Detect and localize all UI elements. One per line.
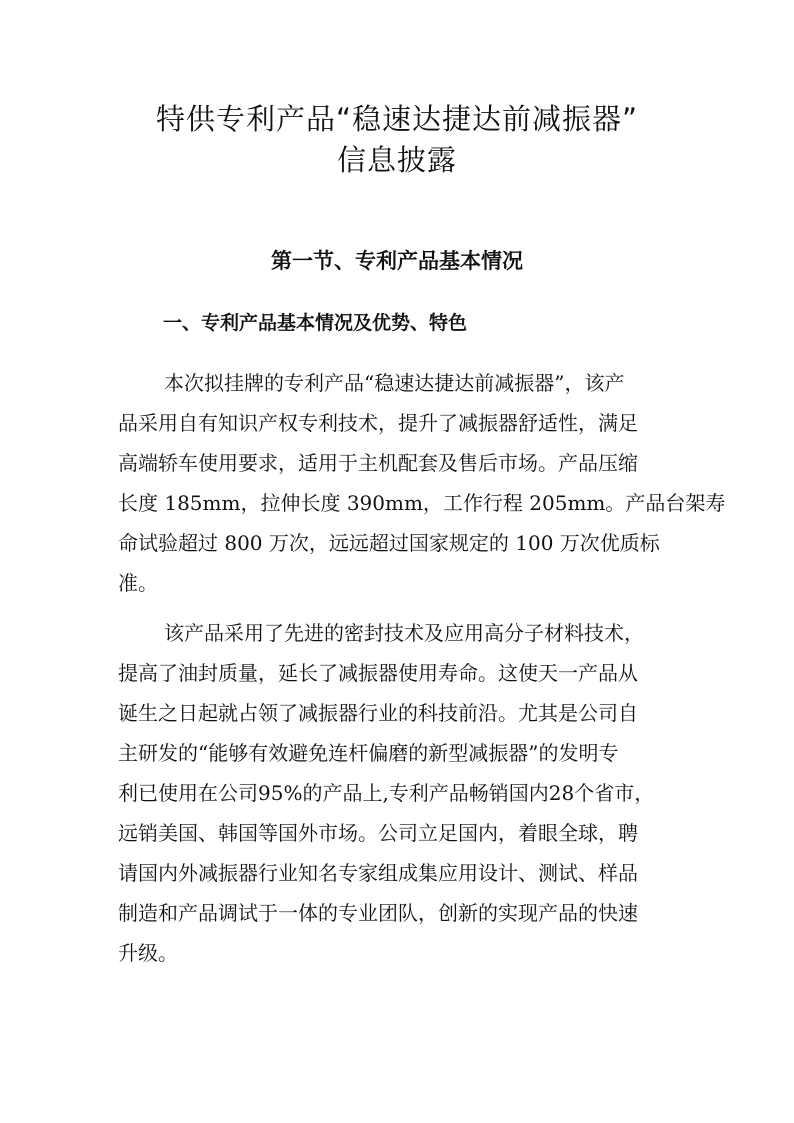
paragraph-2-line: 升级。 <box>118 941 178 965</box>
paragraph-1 <box>118 363 726 603</box>
sub-heading: 一、专利产品基本情况及优势、特色 <box>163 312 468 334</box>
paragraph-1-line: 命试验超过 800 万次，远远超过国家规定的 100 万次优质标 <box>118 531 660 555</box>
paragraph-1-line: 高端轿车使用要求，适用于主机配套及售后市场。产品压缩 <box>118 451 638 475</box>
paragraph-2-line: 制造和产品调试于一体的专业团队，创新的实现产品的快速 <box>118 901 638 925</box>
paragraph-2-line: 主研发的“能够有效避免连杆偏磨的新型减振器”的发明专 <box>118 741 619 765</box>
section-heading: 第一节、专利产品基本情况 <box>271 249 523 273</box>
paragraph-1-line: 准。 <box>118 571 158 595</box>
paragraph-1-line: 品采用自有知识产权专利技术，提升了减振器舒适性，满足 <box>118 411 638 435</box>
paragraph-1-line: 长度 185mm，拉伸长度 390mm，工作行程 205mm。产品台架寿 <box>118 491 726 515</box>
paragraph-2-line: 诞生之日起就占领了减振器行业的科技前沿。尤其是公司自 <box>118 701 638 725</box>
paragraph-2 <box>118 613 678 973</box>
paragraph-2-line: 该产品采用了先进的密封技术及应用高分子材料技术， <box>164 621 644 645</box>
paragraph-2-line: 远销美国、韩国等国外市场。公司立足国内，着眼全球，聘 <box>118 821 638 845</box>
paragraph-1-line: 本次拟挂牌的专利产品“稳速达捷达前减振器”，该产 <box>164 371 625 395</box>
document-title-line-2: 信息披露 <box>336 143 457 177</box>
paragraph-2-line: 提高了油封质量，延长了减振器使用寿命。这使天一产品从 <box>118 661 638 685</box>
paragraph-2-line: 利已使用在公司95%的产品上,专利产品畅销国内28个省市， <box>118 781 655 805</box>
document-title-line-1: 特供专利产品“稳速达捷达前减振器” <box>155 102 639 136</box>
paragraph-2-line: 请国内外减振器行业知名专家组成集应用设计、测试、样品 <box>118 861 638 885</box>
